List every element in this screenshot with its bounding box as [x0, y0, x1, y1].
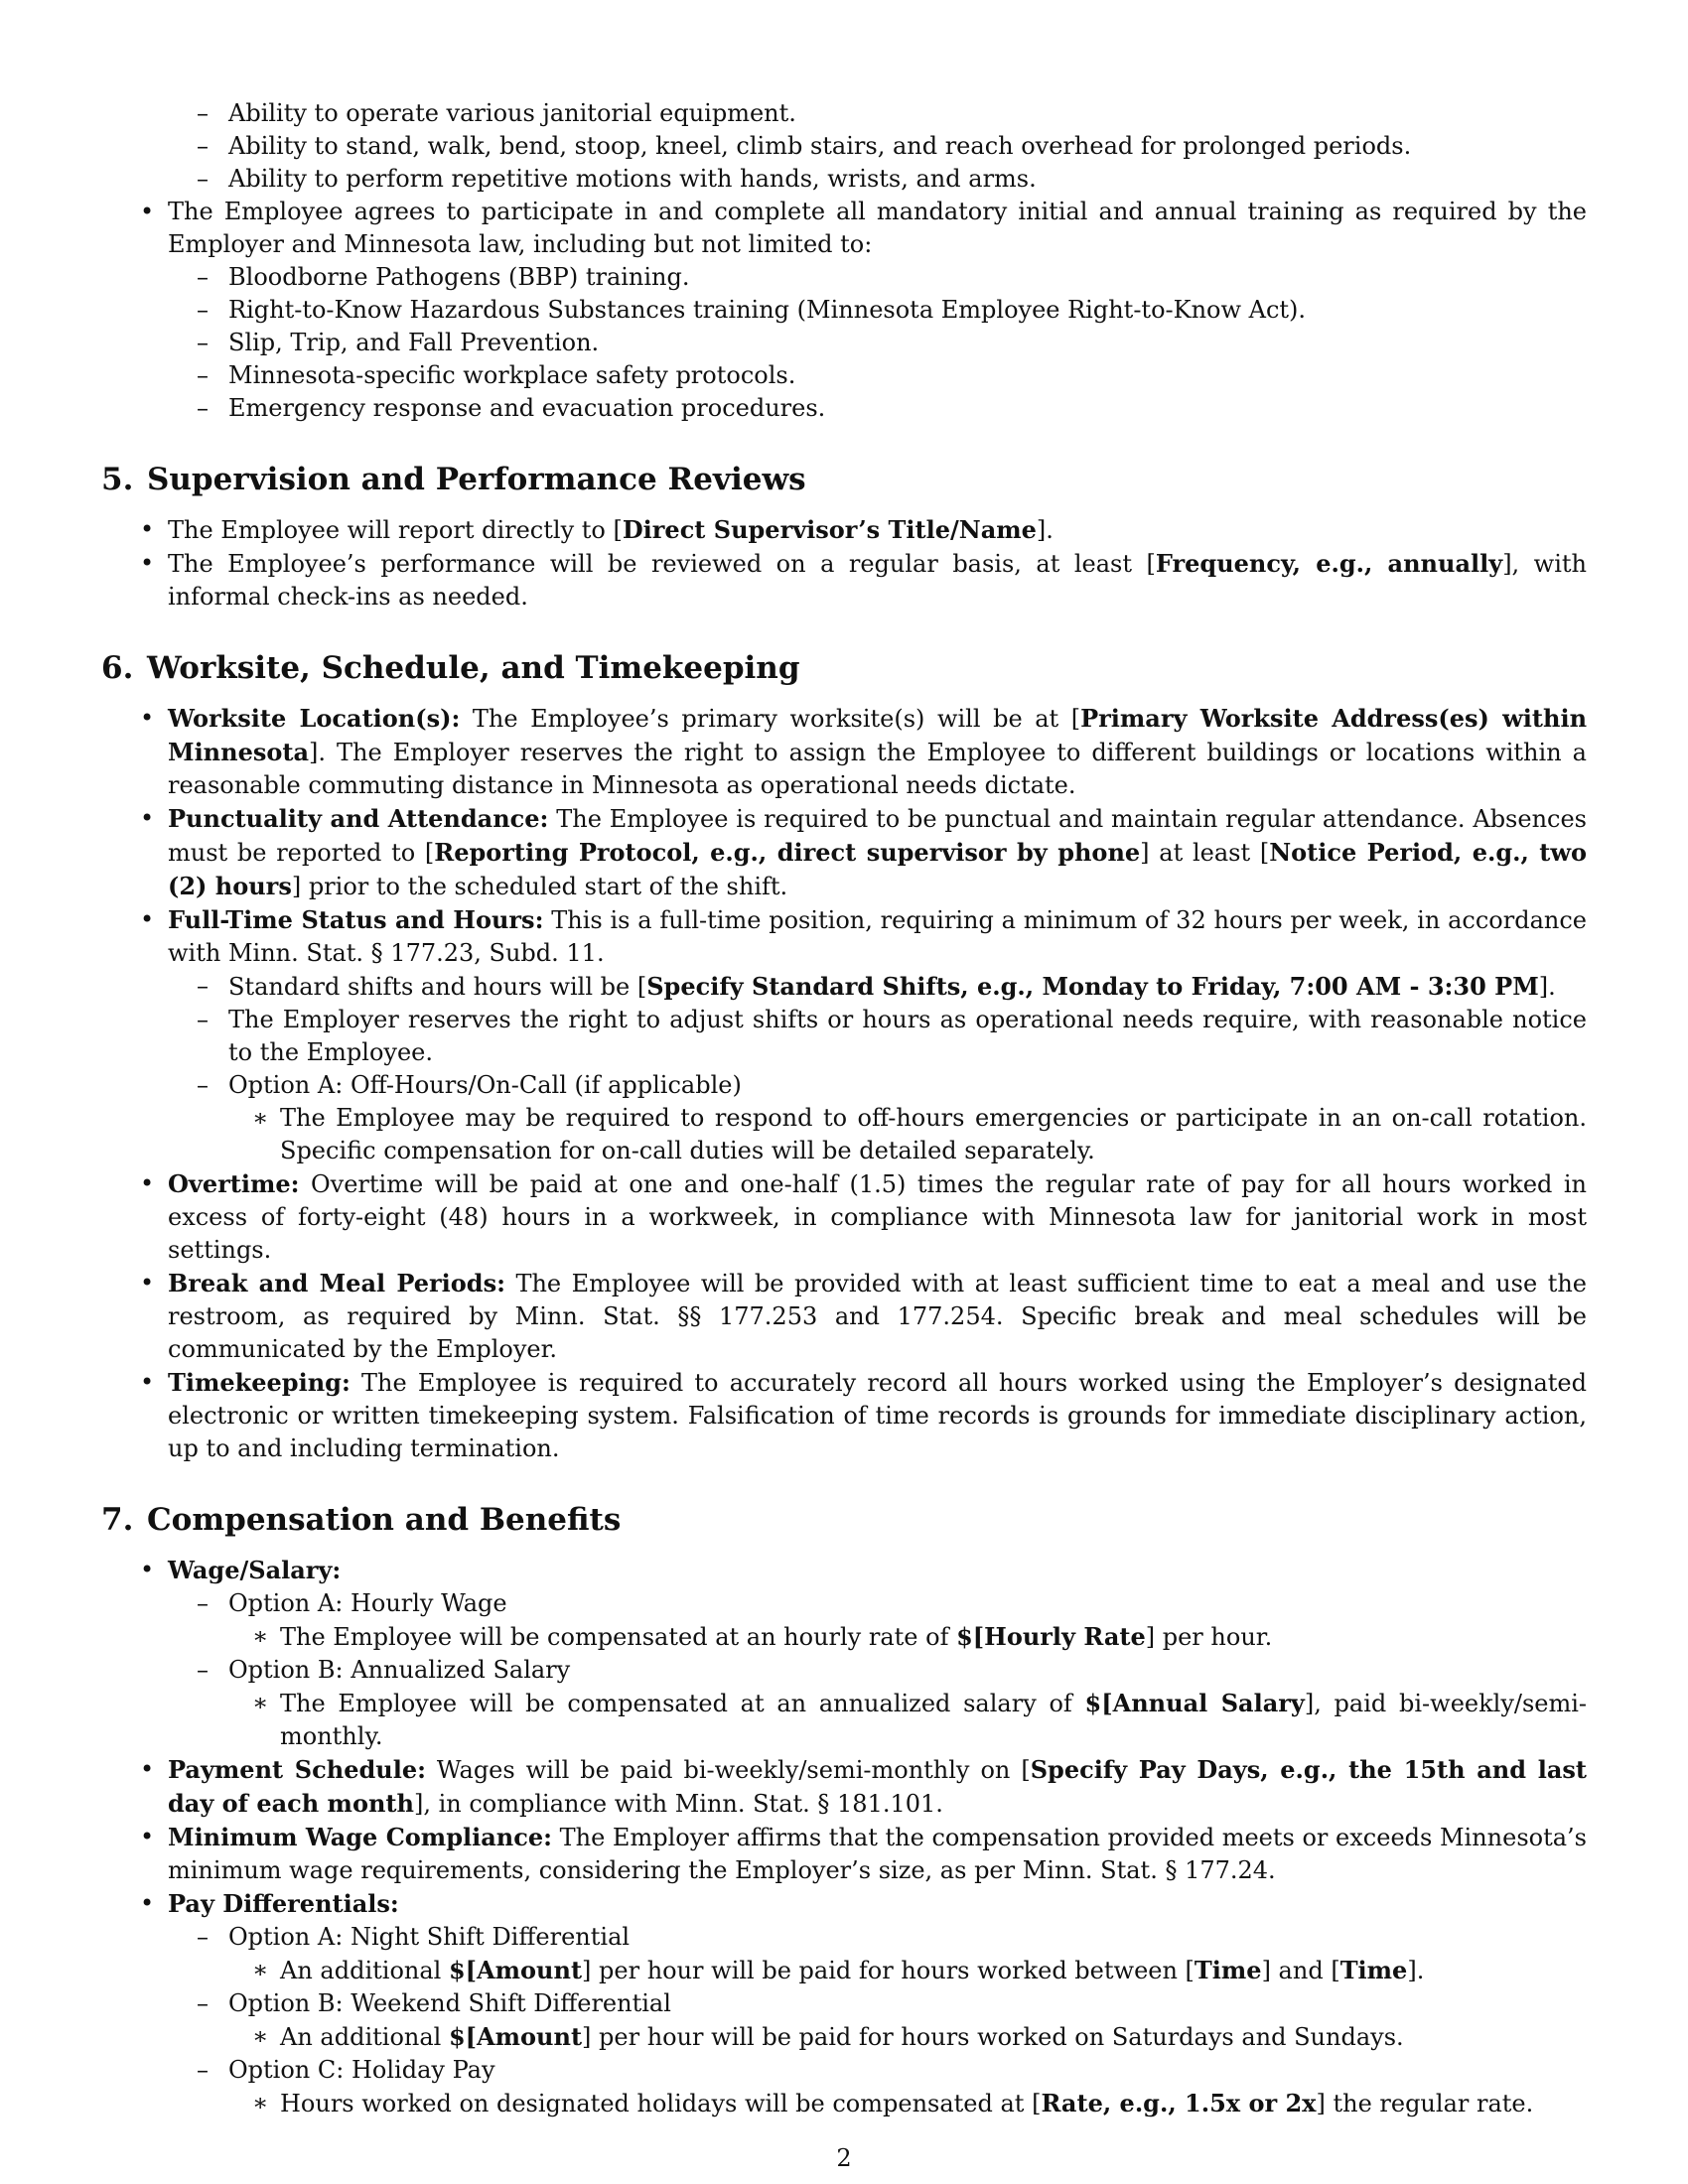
list-item: – Emergency response and evacuation procedures.	[101, 392, 1587, 425]
dash-marker: –	[197, 99, 209, 127]
list-item: • Payment Schedule: Wages will be paid bi-weekly/semi-monthly on [Specify Pay Days, e.g., the 15th and last day of each month], in compliance with Minn. Stat. § 181.101.	[140, 1755, 1588, 1818]
bullet-marker: •	[140, 1889, 155, 1917]
dash-marker: –	[197, 972, 209, 1000]
bullet-marker: •	[140, 704, 155, 732]
list-item: – Right-to-Know Hazardous Substances training (Minnesota Employee Right-to-Know Act).	[101, 294, 1587, 327]
requirements-list	[101, 97, 1587, 425]
list-item: ∗ The Employee may be required to respond to off-hours emergencies or participate in an on-call rotation. Specific compensation for on-call duties will be detailed separately.	[252, 1104, 1587, 1164]
list-item: – The Employer reserves the right to adjust shifts or hours as operational needs require, with reasonable notice to the Employee.	[197, 1006, 1587, 1066]
dash-marker: –	[197, 132, 209, 160]
list-item: ∗ The Employee will be compensated at an hourly rate of $[Hourly Rate] per hour.	[252, 1622, 1273, 1651]
list-item: • Wage/Salary:	[140, 1556, 342, 1584]
list-item: – Ability to operate various janitorial equipment.	[101, 97, 1587, 130]
section-5-heading: 5. Supervision and Performance Reviews	[101, 462, 806, 497]
dash-marker: –	[197, 296, 209, 324]
list-item: • Worksite Location(s): The Employee’s primary worksite(s) will be at [Primary Worksite Address(es) within Minnesota]. The Employer reserves the right to assign the Employee to different buildings or locations within a reasonable commuting distance in Minnesota as operational needs dictate.	[140, 704, 1588, 799]
list-item: – Bloodborne Pathogens (BBP) training.	[101, 261, 1587, 294]
dash-marker: –	[197, 165, 209, 193]
list-item: – Standard shifts and hours will be [Specify Standard Shifts, e.g., Monday to Friday, 7:00 AM - 3:30 PM].	[197, 972, 1556, 1001]
dash-marker: –	[197, 1589, 209, 1617]
list-item: ∗ The Employee will be compensated at an annualized salary of $[Annual Salary], paid bi-weekly/semi-monthly.	[252, 1689, 1588, 1750]
section-7-list	[101, 1554, 1587, 2120]
dash-marker: –	[197, 329, 209, 356]
list-item: • Pay Differentials:	[140, 1889, 399, 1918]
dash-marker: –	[197, 1923, 209, 1951]
dash-marker: –	[197, 1006, 209, 1033]
list-item: – Slip, Trip, and Fall Prevention.	[101, 327, 1587, 359]
list-item: ∗ An additional $[Amount] per hour will be paid for hours worked between [Time] and [Time].	[252, 1956, 1425, 1984]
dash-marker: –	[197, 1071, 209, 1099]
bullet-marker: •	[140, 804, 155, 832]
star-marker: ∗	[252, 2022, 269, 2050]
dash-marker: –	[197, 394, 209, 422]
section-7-heading: 7. Compensation and Benefits	[101, 1502, 622, 1538]
list-item: • Break and Meal Periods: The Employee will be provided with at least sufficient time to eat a meal and use the restroom, as required by Minn. Stat. §§ 177.253 and 177.254. Specific break and meal schedules will be communicated by the Employer.	[140, 1269, 1588, 1363]
list-item: – Minnesota-specific workplace safety protocols.	[101, 359, 1587, 392]
list-item: – Ability to stand, walk, bend, stoop, kneel, climb stairs, and reach overhead for prolonged periods.	[101, 130, 1587, 163]
bullet-marker: •	[140, 905, 155, 933]
dash-marker: –	[197, 1656, 209, 1684]
list-item: – Option A: Hourly Wage	[101, 1587, 1587, 1620]
list-item: • Minimum Wage Compliance: The Employer affirms that the compensation provided meets or exceeds Minnesota’s minimum wage requirements, considering the Employer’s size, as per Minn. Stat. § 177.24.	[140, 1823, 1587, 1884]
list-item: • Timekeeping: The Employee is required to accurately record all hours worked using the Employer’s designated electronic or written timekeeping system. Falsification of time records is grounds for immediate disciplinary action, up to and including termination.	[140, 1368, 1587, 1462]
page-number: 2	[836, 2144, 852, 2172]
list-item: – Option A: Night Shift Differential	[101, 1921, 1587, 1954]
list-item: ∗ An additional $[Amount] per hour will be paid for hours worked on Saturdays and Sundays.	[252, 2022, 1404, 2051]
list-item: • Overtime: Overtime will be paid at one and one-half (1.5) times the regular rate of pay for all hours worked in excess of forty-eight (48) hours in a workweek, in compliance with Minnesota law for janitorial work in most settings.	[140, 1169, 1587, 1264]
bullet-marker: •	[140, 1368, 155, 1396]
list-item: – Option B: Weekend Shift Differential	[101, 1987, 1587, 2020]
star-marker: ∗	[252, 1956, 269, 1983]
dash-marker: –	[197, 1989, 209, 2017]
list-item: • The Employee will report directly to [Direct Supervisor’s Title/Name].	[140, 515, 1054, 544]
list-item: – Option B: Annualized Salary	[101, 1654, 1587, 1687]
bullet-marker: •	[140, 1169, 155, 1197]
training-item: • The Employee agrees to participate in and complete all mandatory initial and annual training as required by the Employer and Minnesota law, including but not limited to:	[140, 198, 1587, 258]
section-6-heading: 6. Worksite, Schedule, and Timekeeping	[101, 650, 800, 686]
bullet-marker: •	[140, 1755, 155, 1783]
list-item: • Full-Time Status and Hours: This is a full-time position, requiring a minimum of 32 hours per week, in accordance with Minn. Stat. § 177.23, Subd. 11.	[140, 905, 1587, 967]
section-6-list	[101, 702, 1587, 1465]
star-marker: ∗	[252, 1104, 269, 1132]
dash-marker: –	[197, 263, 209, 291]
list-item: ∗ Hours worked on designated holidays will be compensated at [Rate, e.g., 1.5x or 2x] the regular rate.	[252, 2089, 1534, 2117]
list-item: – Ability to perform repetitive motions with hands, wrists, and arms.	[101, 163, 1587, 196]
list-item: • The Employee’s performance will be reviewed on a regular basis, at least [Frequency, e.g., annually], with informal check-ins as needed.	[140, 549, 1587, 611]
dash-marker: –	[197, 2056, 209, 2084]
bullet-marker: •	[140, 198, 155, 225]
star-marker: ∗	[252, 1689, 269, 1716]
star-marker: ∗	[252, 1622, 269, 1650]
list-item: – Option C: Holiday Pay	[101, 2054, 1587, 2087]
dash-marker: –	[197, 361, 209, 389]
bullet-marker: •	[140, 1823, 155, 1850]
list-item: • Punctuality and Attendance: The Employee is required to be punctual and maintain regular attendance. Absences must be reported to [Reporting Protocol, e.g., direct supervisor by phone] at least [Notice Period, e.g., two (2) hours] prior to the scheduled start of the shift.	[140, 804, 1588, 900]
bullet-marker: •	[140, 549, 155, 577]
section-5-list	[101, 513, 1587, 614]
bullet-marker: •	[140, 1556, 155, 1583]
list-item: – Option A: Off-Hours/On-Call (if applicable)	[101, 1069, 1587, 1102]
bullet-marker: •	[140, 515, 155, 543]
star-marker: ∗	[252, 2089, 269, 2116]
bullet-marker: •	[140, 1269, 155, 1297]
